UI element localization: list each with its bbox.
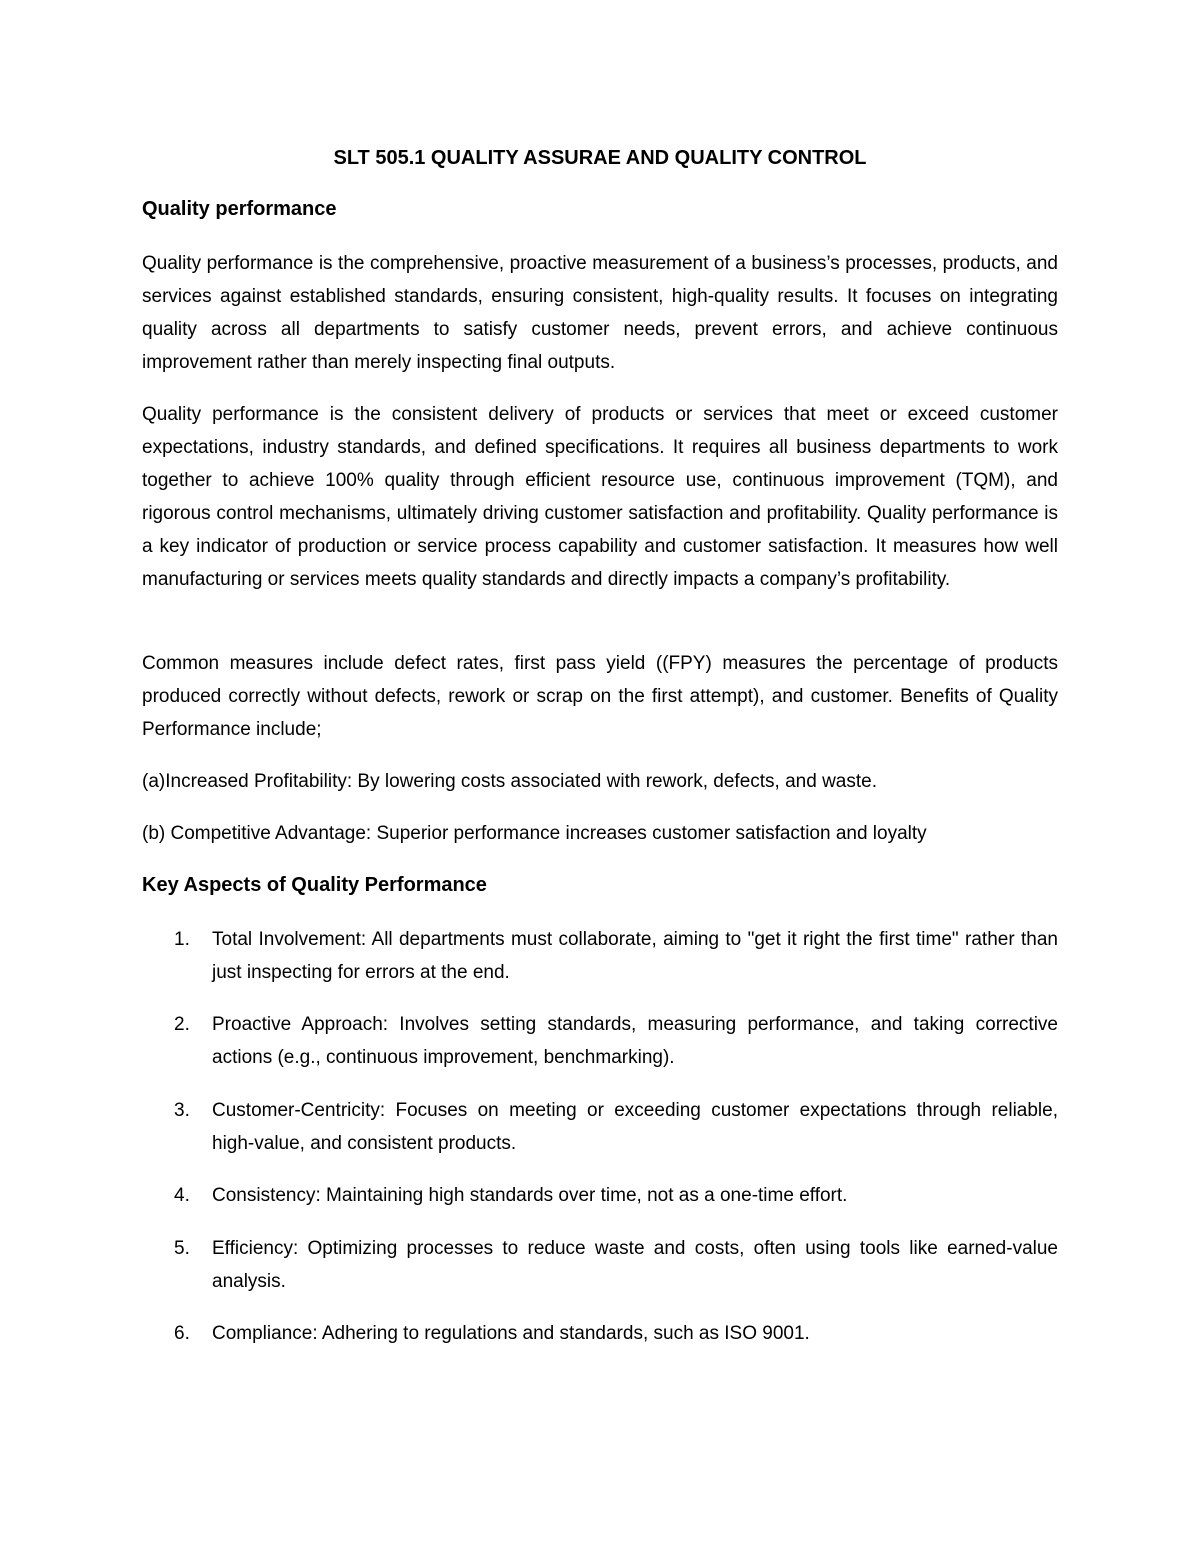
benefit-b: (b) Competitive Advantage: Superior performance increases customer satisfaction and loyalty [142, 823, 927, 844]
paragraph-2: Quality performance is the consistent delivery of products or services that meet or exceed customer expectations, industry standards, and defined specifications. It requires all business departments to work together to achieve 100% quality through efficient resource use, continuous improvement (TQM), and rigorous control mechanisms, ultimately driving customer satisfaction and profitability. Quality performance is a key indicator of production or service process capability and customer satisfaction. It measures how well manufacturing or services meets quality standards and directly impacts a company’s profitability. [142, 404, 1058, 590]
paragraph-1: Quality performance is the comprehensive, proactive measurement of a business’s processes, products, and services against established standards, ensuring consistent, high-quality results. It focuses on integrating quality across all departments to satisfy customer needs, prevent errors, and achieve continuous improvement rather than merely inspecting final outputs. [142, 253, 1058, 373]
list-text: Efficiency: Optimizing processes to reduce waste and costs, often using tools like earned-value analysis. [212, 1238, 1058, 1292]
list-text: Total Involvement: All departments must collaborate, aiming to "get it right the first time" rather than just inspecting for errors at the end. [212, 929, 1058, 983]
list-text: Proactive Approach: Involves setting standards, measuring performance, and taking corrective actions (e.g., continuous improvement, benchmarking). [212, 1014, 1058, 1068]
document-title: SLT 505.1 QUALITY ASSURAE AND QUALITY CONTROL [333, 147, 867, 169]
list-text: Compliance: Adhering to regulations and standards, such as ISO 9001. [212, 1323, 810, 1344]
list-number: 3. [174, 1100, 190, 1121]
paragraph-3: Common measures include defect rates, first pass yield ((FPY) measures the percentage of products produced correctly without defects, rework or scrap on the first attempt), and customer. Benefits of Quality Performance include; [142, 653, 1058, 740]
list-number: 4. [174, 1185, 190, 1206]
list-text: Consistency: Maintaining high standards over time, not as a one-time effort. [212, 1185, 848, 1206]
section-heading-quality-performance: Quality performance [142, 198, 337, 220]
list-number: 2. [174, 1014, 190, 1035]
list-number: 6. [174, 1323, 190, 1344]
list-number: 1. [174, 929, 190, 950]
section-heading-key-aspects: Key Aspects of Quality Performance [142, 874, 487, 896]
benefit-a: (a)Increased Profitability: By lowering costs associated with rework, defects, and waste. [142, 771, 877, 792]
list-text: Customer-Centricity: Focuses on meeting or exceeding customer expectations through reliable, high-value, and consistent products. [212, 1100, 1058, 1154]
list-number: 5. [174, 1238, 190, 1259]
